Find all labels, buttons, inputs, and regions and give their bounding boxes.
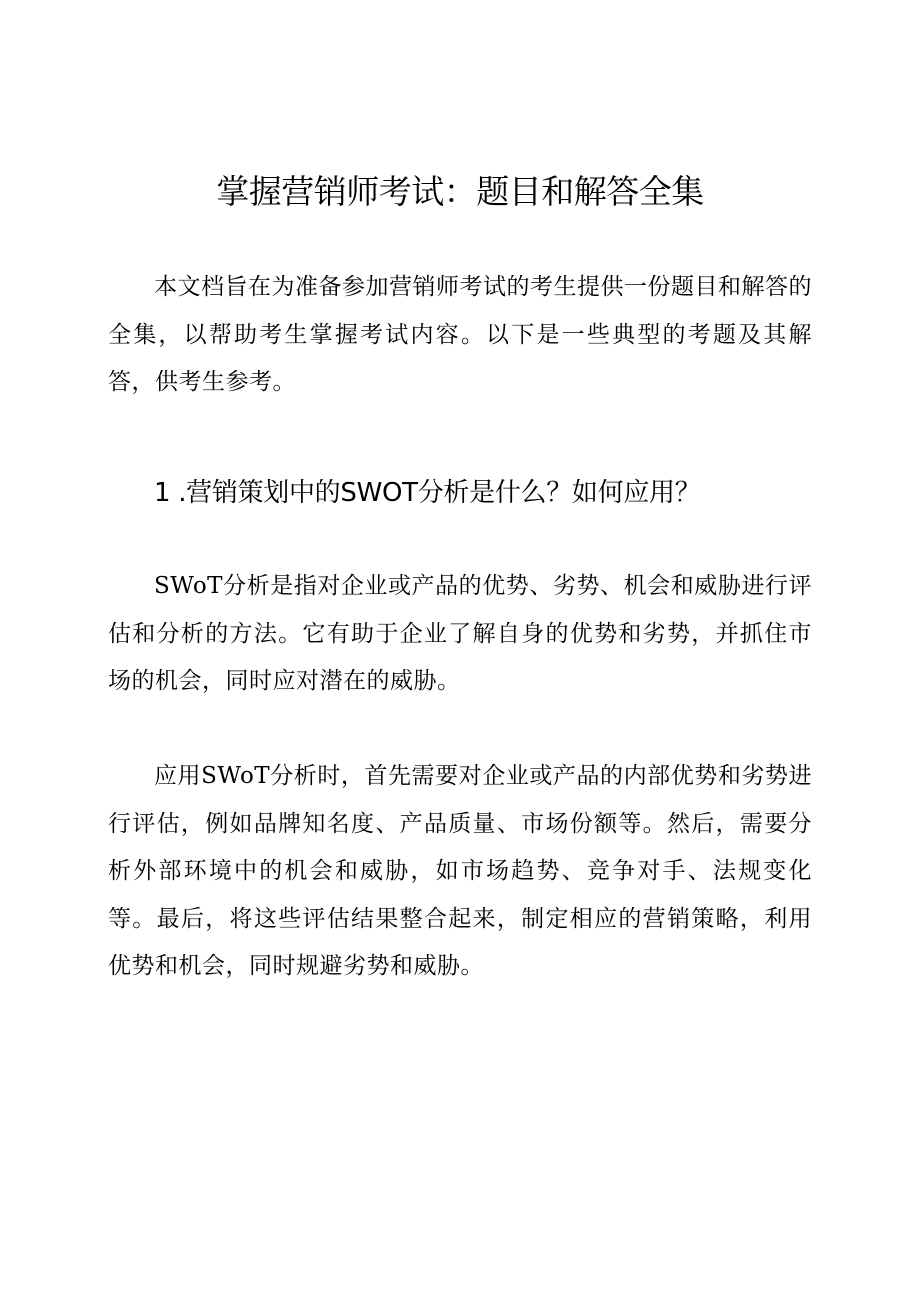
question-heading: 1 .营销策划中的SWOT分析是什么？如何应用？ — [154, 478, 701, 508]
answer-paragraph-application: 应用SWoT分析时，首先需要对企业或产品的内部优势和劣势进行评估，例如品牌知名度、产品质量、市场份额等。然后，需要分析外部环境中的机会和威胁，如市场趋势、竞争对手、法规变化等。最后，将这些评估结果整合起来，制定相应的营销策略，利用优势和机会，同时规避劣势和威胁。 — [108, 763, 812, 979]
document-title: 掌握营销师考试：题目和解答全集 — [216, 172, 704, 211]
answer-paragraph-definition: SWoT分析是指对企业或产品的优势、劣势、机会和威胁进行评估和分析的方法。它有助于企业了解自身的优势和劣势，并抓住市场的机会，同时应对潜在的威胁。 — [108, 573, 812, 694]
intro-paragraph: 本文档旨在为准备参加营销师考试的考生提供一份题目和解答的全集，以帮助考生掌握考试内容。以下是一些典型的考题及其解答，供考生参考。 — [108, 274, 812, 395]
